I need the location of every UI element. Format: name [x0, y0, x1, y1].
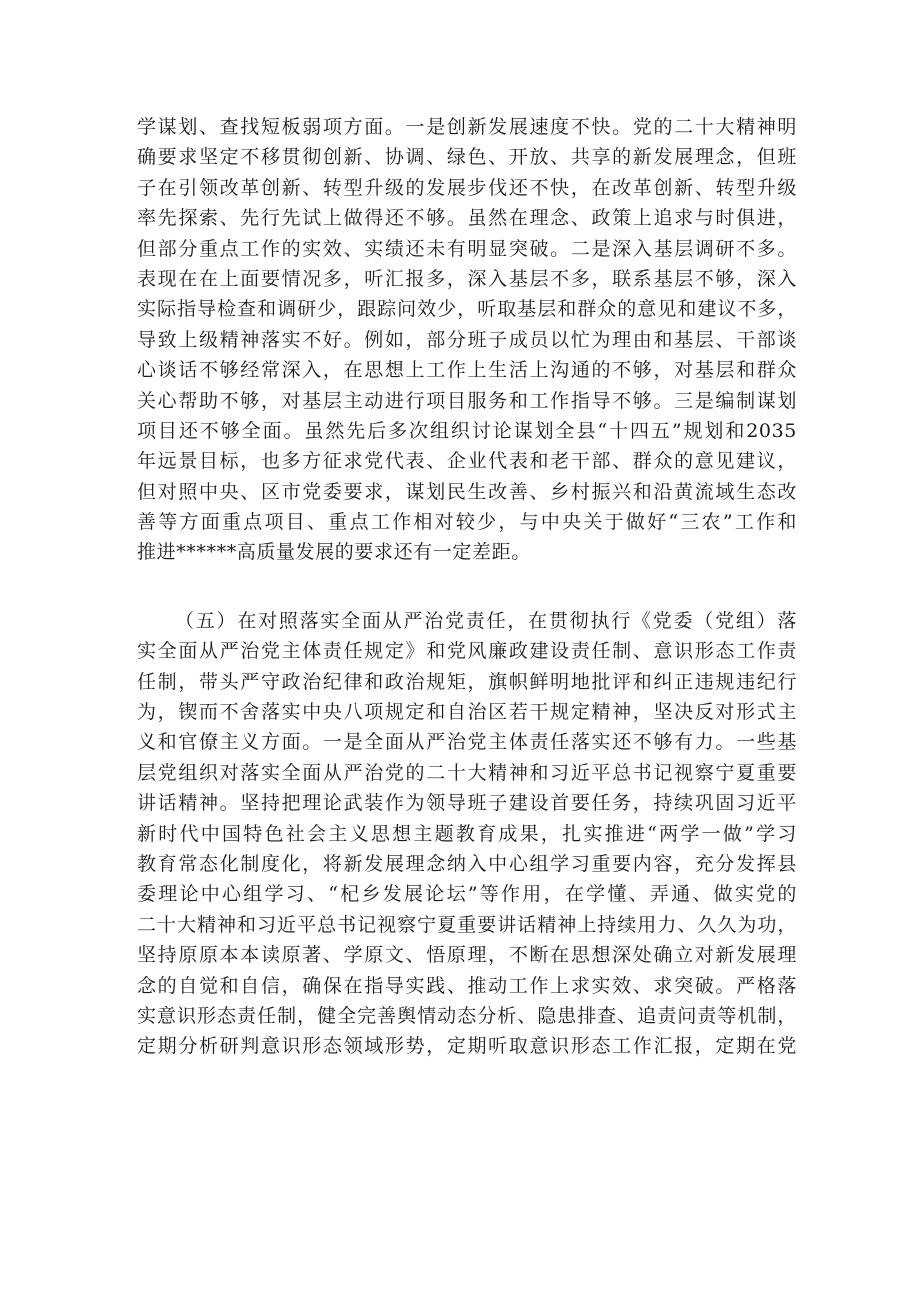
paragraph-line: 层党组织对落实全面从严治党的二十大精神和习近平总书记视察宁夏重要 — [137, 761, 797, 784]
paragraph-line: 教育常态化制度化，将新发展理念纳入中心组学习重要内容，充分发挥县 — [137, 852, 797, 875]
paragraph-line: 心谈话不够经常深入，在思想上工作上生活上沟通的不够，对基层和群众 — [137, 359, 797, 382]
paragraph-line: 实全面从严治党主体责任规定》和党风廉政建设责任制、意识形态工作责 — [137, 640, 797, 663]
paragraph-line: 二十大精神和习近平总书记视察宁夏重要讲话精神上持续用力、久久为功， — [137, 913, 797, 936]
paragraph-spacer — [137, 568, 797, 606]
paragraph-line: 义和官僚主义方面。一是全面从严治党主体责任落实还不够有力。一些基 — [137, 731, 797, 754]
paragraph-line: 关心帮助不够，对基层主动进行项目服务和工作指导不够。三是编制谋划 — [137, 389, 797, 412]
paragraph-line: 但部分重点工作的实效、实绩还未有明显突破。二是深入基层调研不多。 — [137, 237, 797, 260]
paragraph-line: 学谋划、查找短板弱项方面。一是创新发展速度不快。党的二十大精神明 — [137, 116, 797, 138]
paragraph-line: 导致上级精神落实不好。例如，部分班子成员以忙为理由和基层、干部谈 — [137, 328, 797, 351]
paragraph-line: 善等方面重点项目、重点工作相对较少，与中央关于做好“三农”工作和 — [137, 511, 797, 534]
paragraph-line: 委理论中心组学习、“杞乡发展论坛”等作用，在学懂、弄通、做实党的 — [137, 883, 797, 906]
document-body — [137, 112, 797, 1062]
paragraph-line: 推进******高质量发展的要求还有一定差距。 — [137, 541, 531, 564]
paragraph-2 — [137, 606, 797, 1062]
paragraph-line: （五）在对照落实全面从严治党责任，在贯彻执行《党委（党组）落 — [175, 609, 797, 632]
paragraph-line: 任制，带头严守政治纪律和政治规矩，旗帜鲜明地批评和纠正违规违纪行 — [137, 670, 797, 693]
paragraph-line: 年远景目标，也多方征求党代表、企业代表和老干部、群众的意见建议， — [137, 450, 797, 473]
paragraph-line: 讲话精神。坚持把理论武装作为领导班子建设首要任务，持续巩固习近平 — [137, 792, 797, 815]
paragraph-line: 为，锲而不舍落实中央八项规定和自治区若干规定精神，坚决反对形式主 — [137, 701, 797, 724]
paragraph-line: 实际指导检查和调研少，跟踪问效少，听取基层和群众的意见和建议不多， — [137, 298, 797, 321]
paragraph-line: 子在引领改革创新、转型升级的发展步伐还不快，在改革创新、转型升级 — [137, 176, 797, 199]
paragraph-line: 坚持原原本本读原著、学原文、悟原理，不断在思想深处确立对新发展理 — [137, 944, 797, 967]
paragraph-line: 但对照中央、区市党委要求，谋划民生改善、乡村振兴和沿黄流域生态改 — [137, 480, 797, 503]
paragraph-line: 念的自觉和自信，确保在指导实践、推动工作上求实效、求突破。严格落 — [137, 974, 797, 997]
paragraph-line: 项目还不够全面。虽然先后多次组织讨论谋划全县“十四五”规划和2035 — [137, 419, 797, 442]
paragraph-1 — [137, 112, 797, 568]
paragraph-line: 率先探索、先行先试上做得还不够。虽然在理念、政策上追求与时俱进， — [137, 207, 797, 230]
paragraph-line: 新时代中国特色社会主义思想主题教育成果，扎实推进“两学一做”学习 — [137, 822, 797, 845]
paragraph-line: 确要求坚定不移贯彻创新、协调、绿色、开放、共享的新发展理念，但班 — [137, 146, 797, 169]
paragraph-line: 实意识形态责任制，健全完善舆情动态分析、隐患排查、追责问责等机制， — [137, 1004, 797, 1027]
paragraph-line: 定期分析研判意识形态领域形势，定期听取意识形态工作汇报，定期在党 — [137, 1035, 797, 1058]
paragraph-line: 表现在在上面要情况多，听汇报多，深入基层不多，联系基层不够，深入 — [137, 267, 797, 290]
